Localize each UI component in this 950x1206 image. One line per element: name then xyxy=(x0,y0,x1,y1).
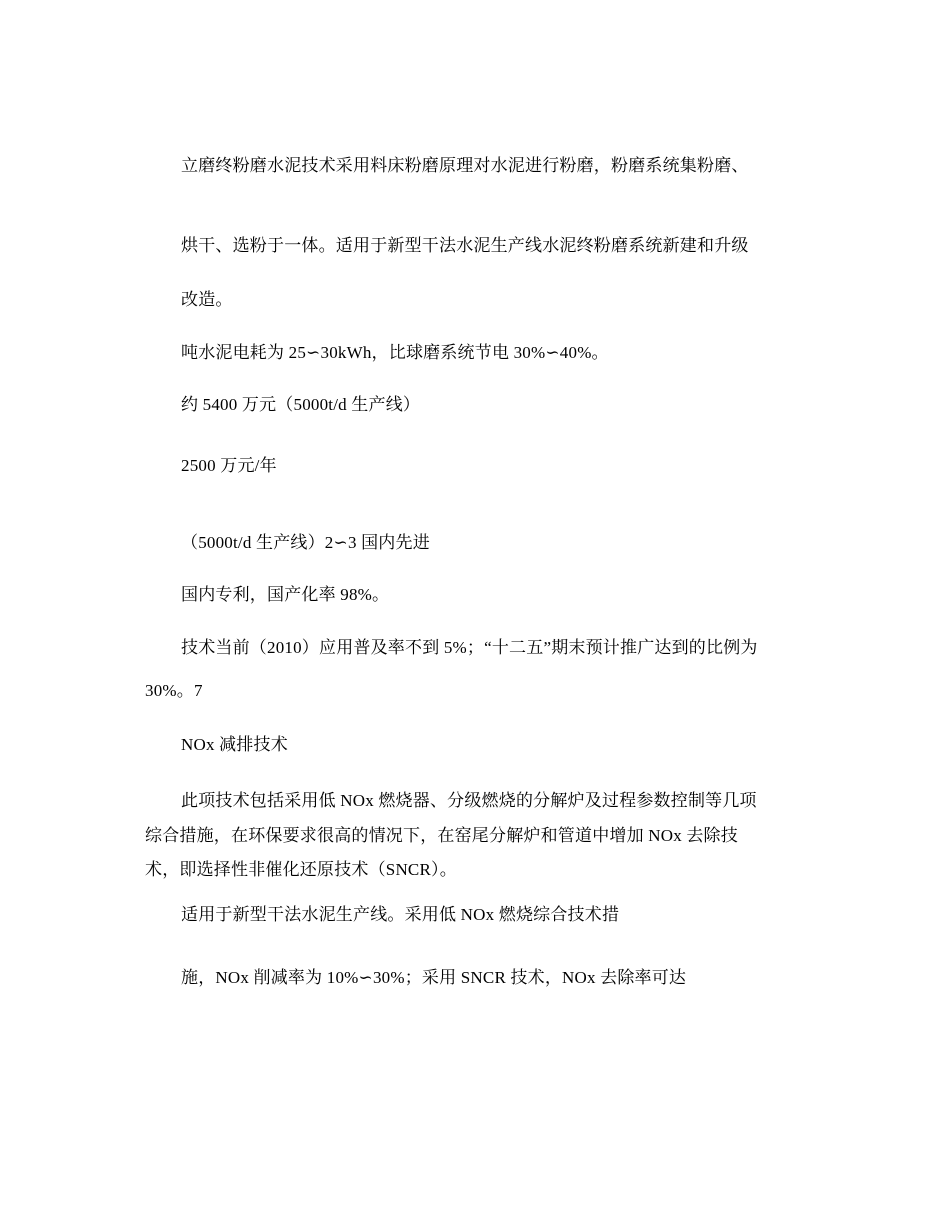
text-line: 术，即选择性非催化还原技术（SNCR）。 xyxy=(145,860,457,879)
section-heading: NOx 减排技术 xyxy=(181,735,288,754)
text-line: 2500 万元/年 xyxy=(181,456,277,475)
text-line: 施，NOx 削减率为 10%∽30%；采用 SNCR 技术，NOx 去除率可达 xyxy=(181,968,687,987)
text-line: （5000t/d 生产线）2∽3 国内先进 xyxy=(181,533,430,552)
text-line: 30%。7 xyxy=(145,681,203,700)
text-line: 适用于新型干法水泥生产线。采用低 NOx 燃烧综合技术措 xyxy=(181,905,620,924)
text-line: 烘干、选粉于一体。适用于新型干法水泥生产线水泥终粉磨系统新建和升级 xyxy=(181,236,749,255)
text-line: 国内专利，国产化率 98%。 xyxy=(181,585,390,604)
text-line: 吨水泥电耗为 25∽30kWh，比球磨系统节电 30%∽40%。 xyxy=(181,343,609,362)
text-line: 立磨终粉磨水泥技术采用料床粉磨原理对水泥进行粉磨，粉磨系统集粉磨、 xyxy=(181,156,749,175)
text-line: 综合措施，在环保要求很高的情况下，在窑尾分解炉和管道中增加 NOx 去除技 xyxy=(145,826,738,845)
text-line: 改造。 xyxy=(181,290,233,309)
text-line: 约 5400 万元（5000t/d 生产线） xyxy=(181,395,421,414)
text-line: 此项技术包括采用低 NOx 燃烧器、分级燃烧的分解炉及过程参数控制等几项 xyxy=(181,791,757,810)
text-line: 技术当前（2010）应用普及率不到 5%；“十二五”期末预计推广达到的比例为 xyxy=(181,638,758,657)
